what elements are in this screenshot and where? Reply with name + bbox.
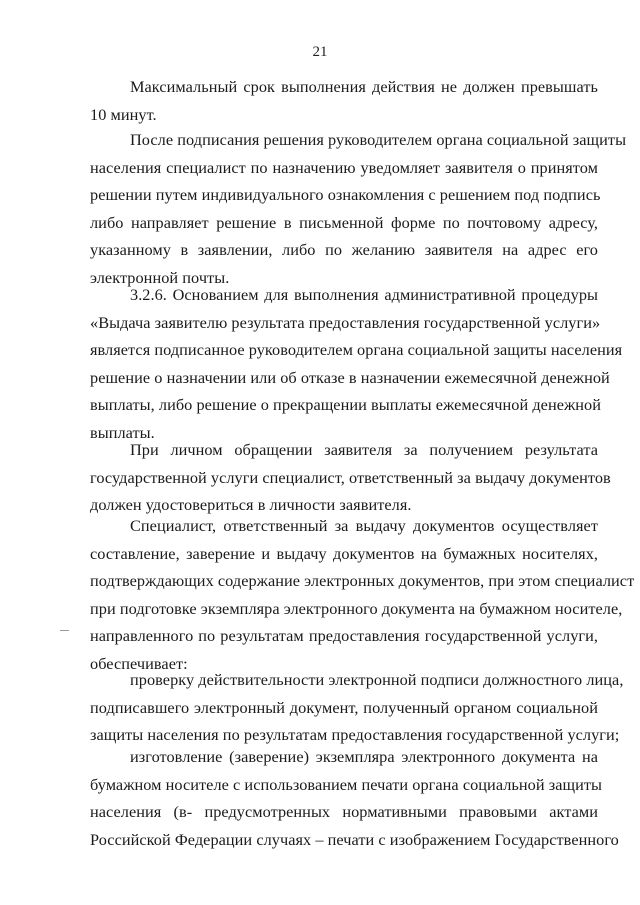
text-line: должен удостовериться в личности заявителя. xyxy=(90,495,412,514)
text-line: выплаты, либо решение о прекращении выплаты ежемесячной денежной xyxy=(90,395,602,414)
text-line: «Выдача заявителю результата предоставления государственной услуги» xyxy=(90,312,601,332)
text-line: подписавшего электронный документ, полученный органом социальной xyxy=(90,697,598,717)
text-line: составление, заверение и выдачу документов на бумажных носителях, xyxy=(90,543,598,563)
text-line: подтверждающих содержание электронных документов, при этом специалист xyxy=(90,571,635,590)
text-line: После подписания решения руководителем органа социальной защиты xyxy=(130,130,627,149)
text-line: 10 минут. xyxy=(90,104,157,124)
text-line: является подписанное руководителем органа социальной защиты населения xyxy=(90,340,623,359)
text-line: либо направляет решение в письменной форме по почтовому адресу, xyxy=(90,212,598,232)
paragraph-certification xyxy=(90,743,619,853)
text-line: при подготовке экземпляра электронного документа на бумажном носителе, xyxy=(90,598,623,618)
text-line: Специалист, ответственный за выдачу документов осуществляет xyxy=(130,516,598,535)
text-line: При личном обращении заявителя за получением результата xyxy=(130,440,598,459)
text-line: электронной почты. xyxy=(90,267,230,287)
paragraph-signature-check xyxy=(90,666,624,749)
text-line: Максимальный срок выполнения действия не должен превышать xyxy=(130,77,598,96)
text-line: решение о назначении или об отказе в назначении ежемесячной денежной xyxy=(90,367,610,387)
text-line: изготовление (заверение) экземпляра электронного документа на xyxy=(130,747,598,766)
text-line: указанному в заявлении, либо по желанию заявителя на адрес его xyxy=(90,240,598,259)
text-line: населения специалист по назначению уведомляет заявителя о принятом xyxy=(90,157,598,177)
paragraph-max-time xyxy=(90,73,598,128)
text-line: выплаты. xyxy=(90,422,155,442)
text-line: направленного по результатам предоставления государственной услуги, xyxy=(90,626,598,645)
paragraph-after-signing xyxy=(90,126,627,291)
text-line: решении путем индивидуального ознакомления с решением под подпись xyxy=(90,185,601,204)
margin-mark xyxy=(60,630,69,631)
text-line: защиты населения по результатам предоставления государственной услуги; xyxy=(90,725,620,744)
text-line: бумажном носителе с использованием печати органа социальной защиты xyxy=(90,774,602,794)
text-line: 3.2.6. Основанием для выполнения административной процедуры xyxy=(130,285,598,304)
page-number: 21 xyxy=(312,44,328,60)
paragraph-specialist xyxy=(90,512,635,677)
text-line: государственной услуги специалист, ответственный за выдачу документов xyxy=(90,467,611,487)
text-line: проверку действительности электронной подписи должностного лица, xyxy=(130,670,624,689)
text-line: обеспечивает: xyxy=(90,653,188,673)
paragraph-personal-visit xyxy=(90,436,611,519)
text-line: Российской Федерации случаях – печати с изображением Государственного xyxy=(90,829,619,849)
paragraph-3-2-6 xyxy=(90,281,623,446)
text-line: населения (в- предусмотренных нормативными правовыми актами xyxy=(90,802,598,821)
